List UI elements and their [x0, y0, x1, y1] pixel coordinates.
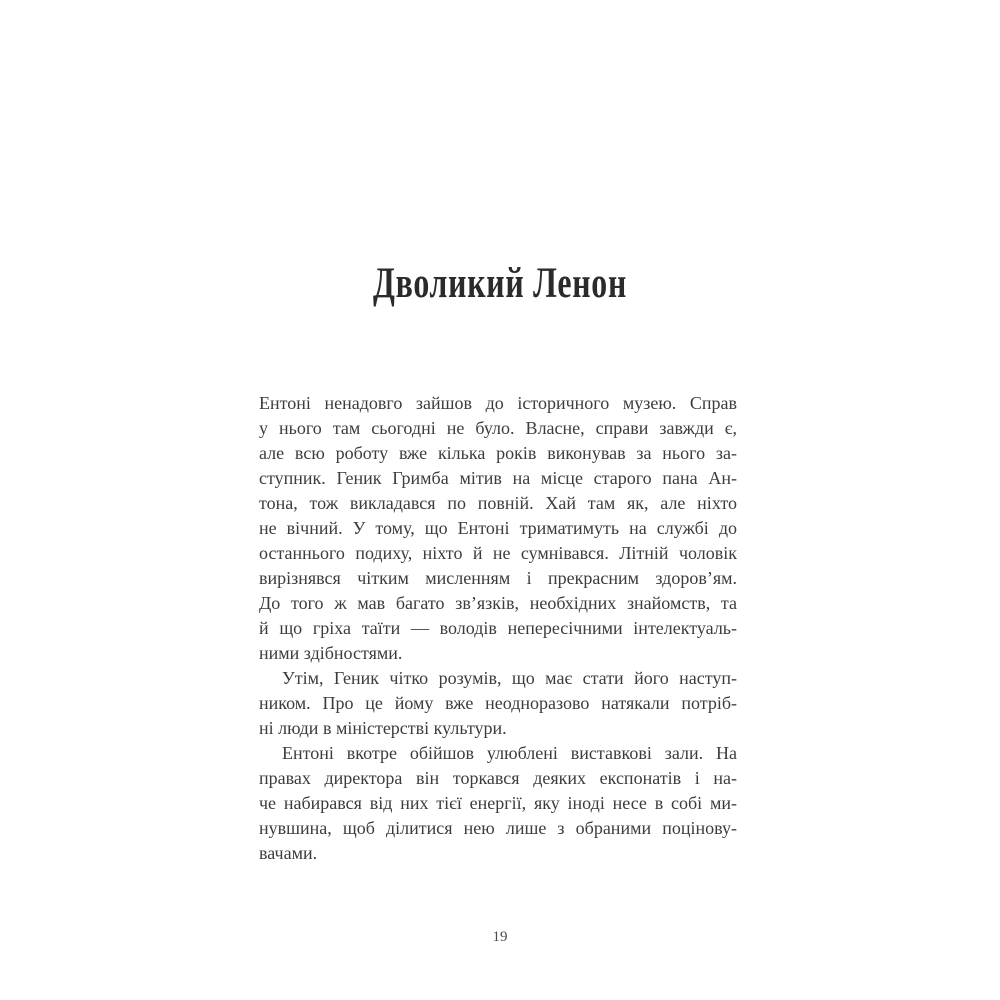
paragraph: [259, 666, 737, 741]
text-line: й що гріха таїти — володів непересічними інтелектуаль-: [259, 618, 737, 638]
text-line: ником. Про це йому вже неодноразово натякали потріб-: [259, 693, 737, 713]
text-line: правах директора він торкався деяких експонатів і на-: [259, 768, 737, 788]
text-line: че набирався від них тієї енергії, яку іноді несе в собі ми-: [259, 793, 737, 813]
text-line: Утім, Геник чітко розумів, що має стати його наступ-: [282, 668, 737, 688]
text-line: ступник. Геник Гримба мітив на місце старого пана Ан-: [259, 468, 737, 488]
text-line: але всю роботу вже кілька років виконував за нього за-: [259, 443, 737, 463]
text-line: останнього подиху, ніхто й не сумнівався. Літній чоловік: [259, 543, 737, 563]
text-line: нувшина, щоб ділитися нею лише з обраними поцінову-: [259, 818, 737, 838]
text-line: вирізнявся чітким мисленням і прекрасним здоров’ям.: [259, 568, 737, 588]
body-text: [259, 391, 737, 866]
chapter-title: Дволикий Ленон: [372, 260, 628, 307]
text-line: тона, тож викладався по повній. Хай там як, але ніхто: [259, 493, 737, 513]
text-line: ними здібностями.: [259, 643, 403, 663]
text-line: у нього там сьогодні не було. Власне, справи завжди є,: [259, 418, 737, 438]
paragraph: [259, 391, 737, 666]
text-line: ні люди в міністерстві культури.: [259, 718, 507, 738]
text-line: вачами.: [259, 843, 318, 863]
text-line: Ентоні вкотре обійшов улюблені виставкові зали. На: [282, 743, 737, 763]
text-line: Ентоні ненадовго зайшов до історичного музею. Справ: [259, 393, 737, 413]
paragraph: [259, 741, 737, 866]
page-number: 19: [492, 929, 508, 945]
text-line: До того ж мав багато зв’язків, необхідних знайомств, та: [259, 593, 737, 613]
text-line: не вічний. У тому, що Ентоні триматимуть на службі до: [259, 518, 737, 538]
